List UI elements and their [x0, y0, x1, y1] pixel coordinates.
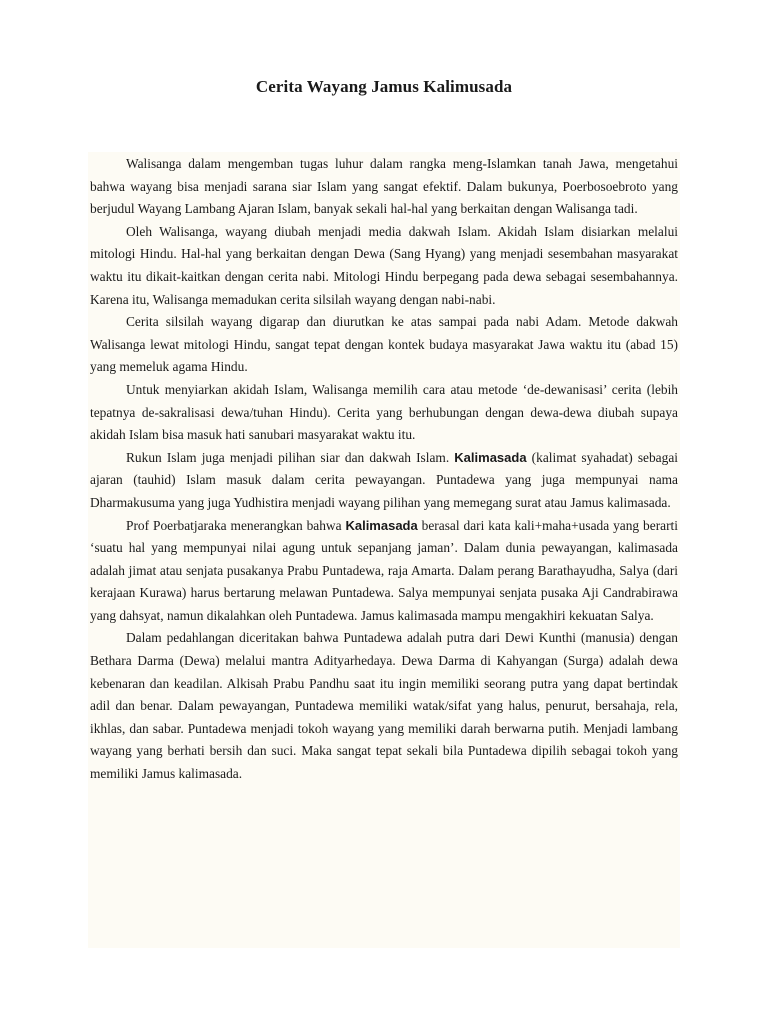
paragraph-6-text-start: Prof Poerbatjaraka menerangkan bahwa — [126, 517, 346, 533]
paragraph-5-text-end: (kalimat syahadat) sebagai ajaran (tauhid) Islam masuk dalam cerita pewayangan. Puntadewa yang juga mempunyai nama Dharmakusuma yang juga Yudhistira menjadi wayang pilihan yang memegang surat atau Jamus kalimasada. — [90, 449, 678, 510]
paragraph-6-text-end: berasal dari kata kali+maha+usada yang berarti ‘suatu hal yang mempunyai nilai agung untuk sepanjang jaman’. Dalam dunia pewayangan, kalimasada adalah jimat atau senjata pusakanya Prabu Puntadewa, raja Amarta. Dalam perang Barathayudha, Salya (dari kerajaan Kurawa) harus bertarung melawan Puntadewa. Salya mempunyai senjata pusaka Aji Candrabirawa yang dahsyat, namun dikalahkan oleh Puntadewa. Jamus kalimasada mampu mengakhiri kekuatan Salya. — [90, 517, 678, 623]
paragraph-5 — [90, 447, 678, 515]
paragraph-6 — [90, 515, 678, 628]
paragraph-1: Walisanga dalam mengemban tugas luhur dalam rangka meng-Islamkan tanah Jawa, mengetahui bahwa wayang bisa menjadi sarana siar Islam yang sangat efektif. Dalam bukunya, Poerbosoebroto yang berjudul Wayang Lambang Ajaran Islam, banyak sekali hal-hal yang berkaitan dengan Walisanga tadi. — [90, 156, 678, 217]
page-title: Cerita Wayang Jamus Kalimusada — [255, 77, 513, 96]
kalimasada-term: Kalimasada — [345, 517, 418, 533]
paragraph-7: Dalam pedahlangan diceritakan bahwa Puntadewa adalah putra dari Dewi Kunthi (manusia) dengan Bethara Darma (Dewa) melalui mantra Adityarhedaya. Dewa Darma di Kahyangan (Surga) adalah dewa kebenaran dan keadilan. Alkisah Prabu Pandhu saat itu ingin memiliki seorang putra yang dapat bertindak adil dan benar. Dalam pewayangan, Puntadewa memiliki watak/sifat yang halus, penurut, bersahaja, rela, ikhlas, dan sabar. Puntadewa menjadi tokoh wayang yang memiliki darah berwarna putih. Menjadi lambang wayang yang berhati bersih dan suci. Maka sangat tepat sekali bila Puntadewa dipilih sebagai tokoh yang memiliki Jamus kalimasada. — [90, 630, 678, 782]
paragraph-4: Untuk menyiarkan akidah Islam, Walisanga memilih cara atau metode ‘de-dewanisasi’ cerita (lebih tepatnya de-sakralisasi dewa/tuhan Hindu). Cerita yang berhubungan dengan dewa-dewa diubah supaya akidah Islam bisa masuk hati sanubari masyarakat waktu itu. — [90, 381, 678, 443]
kalimasada-term: Kalimasada — [454, 449, 527, 465]
paragraph-3: Cerita silsilah wayang digarap dan diurutkan ke atas sampai pada nabi Adam. Metode dakwah Walisanga lewat mitologi Hindu, sangat tepat dengan kontek budaya masyarakat Jawa waktu itu (abad 15) yang memeluk agama Hindu. — [90, 314, 678, 375]
document-body — [90, 153, 678, 786]
paragraph-2: Oleh Walisanga, wayang diubah menjadi media dakwah Islam. Akidah Islam disiarkan melalui mitologi Hindu. Hal-hal yang berkaitan dengan Dewa (Sang Hyang) yang menjadi sesembahan masyarakat waktu itu dikait-kaitkan dengan cerita nabi. Mitologi Hindu berpegang pada dewa sebagai sesembahannya. Karena itu, Walisanga memadukan cerita silsilah wayang dengan nabi-nabi. — [90, 223, 678, 307]
paragraph-5-text-start: Rukun Islam juga menjadi pilihan siar dan dakwah Islam. — [126, 449, 455, 465]
